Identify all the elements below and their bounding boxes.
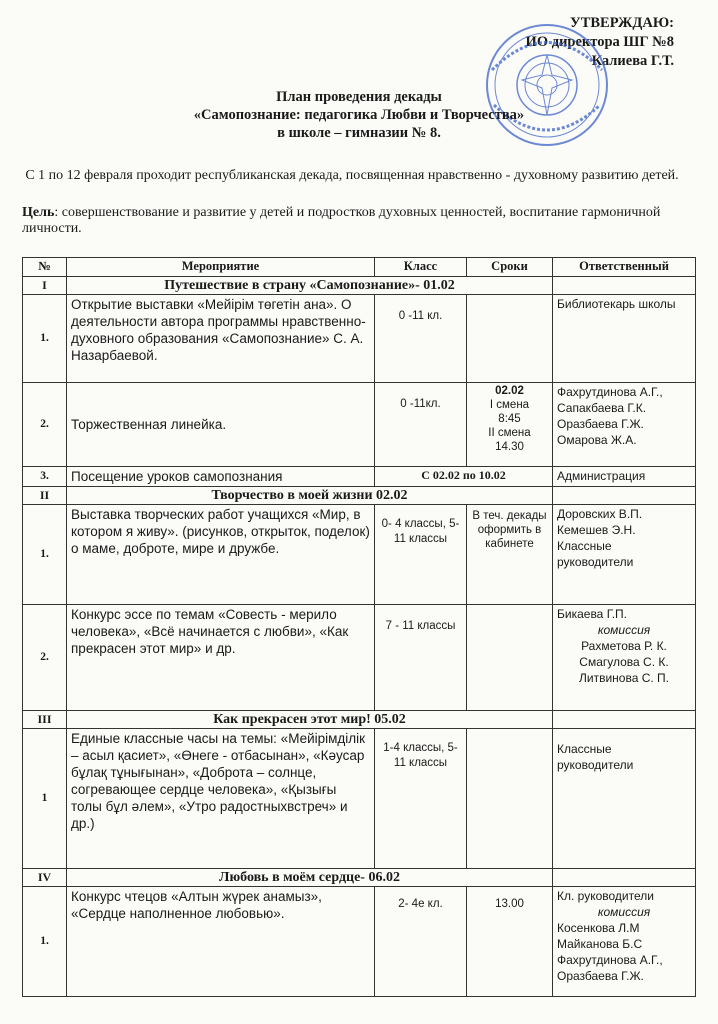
responsible-name: Фахрутдинова А.Г., [557, 385, 663, 399]
commission-member: Фахрутдинова А.Г., [557, 953, 663, 967]
commission-member: Косенкова Л.М [557, 921, 640, 935]
event-cell: Конкурс чтецов «Алтын жүрек анамыз», «Сердце наполненное любовью». [67, 887, 375, 997]
title-line-2: «Самопознание: педагогика Любви и Творчества» [193, 107, 525, 123]
responsible-cell [553, 295, 696, 383]
responsible-cell [553, 605, 696, 711]
section-row [23, 277, 696, 295]
date-value: 02.02 [495, 385, 524, 397]
responsible-name: Омарова Ж.А. [557, 433, 637, 447]
event-cell: Выставка творческих работ учащихся «Мир, в котором я живу». (рисунков, открыток, поделок) о маме, доброте, мире и дружбе. [67, 505, 375, 605]
date-cell: В теч. декады оформить в кабинете [467, 505, 553, 605]
event-cell: Посещение уроков самопознания [67, 467, 375, 487]
responsible-name: Доровских В.П. [557, 507, 643, 521]
date-cell [467, 383, 553, 467]
header-num: № [23, 258, 67, 277]
responsible-name: Бикаева Г.П. [557, 607, 628, 621]
approval-position: ИО директора ШГ №8 [525, 34, 674, 50]
responsible-cell [553, 887, 696, 997]
responsible-cell [553, 729, 696, 869]
title-line-3: в школе – гимназии № 8. [277, 125, 441, 141]
approval-heading: УТВЕРЖДАЮ: [570, 15, 674, 31]
row-number: 2. [23, 383, 67, 467]
commission-label: комиссия [597, 623, 651, 637]
responsible-name: Классные руководители [557, 742, 634, 772]
date-cell: 13.00 [467, 887, 553, 997]
goal-text: : совершенствование и развитие у детей и подростков духовных ценностей, воспитание гармоничной личности. [22, 205, 661, 236]
table-row [23, 383, 696, 467]
commission-member: Майканова Б.С [557, 937, 643, 951]
event-cell: Торжественная линейка. [67, 383, 375, 467]
header-dates: Сроки [467, 258, 553, 277]
section-number: IV [23, 869, 67, 887]
intro-paragraph: С 1 по 12 февраля проходит республиканская декада, посвященная нравственно - духовному развитию детей. [25, 168, 679, 183]
title-line-1: План проведения декады [276, 89, 442, 105]
goal-label: Цель [22, 205, 55, 220]
class-cell: 7 - 11 классы [375, 605, 467, 711]
row-number: 3. [23, 467, 67, 487]
shift-time: 8:45 [498, 413, 521, 425]
empty-cell [553, 487, 696, 505]
class-cell: 1-4 классы, 5-11 классы [375, 729, 467, 869]
responsible-name: Библиотекарь школы [557, 297, 676, 311]
responsible-cell [553, 467, 696, 487]
schedule-table [22, 257, 696, 997]
class-cell: 0 -11 кл. [375, 295, 467, 383]
section-number: II [23, 487, 67, 505]
event-cell: Конкурс эссе по темам «Совесть - мерило человека», «Всё начинается с любви», «Как прекрасен этот мир» и др. [67, 605, 375, 711]
row-number: 1. [23, 505, 67, 605]
section-number: III [23, 711, 67, 729]
responsible-name: Администрация [557, 469, 646, 483]
merged-date-cell: С 02.02 по 10.02 [375, 467, 553, 487]
row-number: 1. [23, 295, 67, 383]
empty-cell [553, 711, 696, 729]
header-responsible: Ответственный [553, 258, 696, 277]
table-row [23, 605, 696, 711]
table-header-row [23, 258, 696, 277]
section-title: Творчество в моей жизни 02.02 [67, 487, 553, 505]
responsible-name: Оразбаева Г.Ж. [557, 417, 644, 431]
event-cell: Открытие выставки «Мейірім төгетін ана». О деятельности автора программы нравственно-духовного образования «Самопознание» С. А. Назарбаевой. [67, 295, 375, 383]
empty-cell [553, 869, 696, 887]
row-number: 2. [23, 605, 67, 711]
date-cell [467, 729, 553, 869]
class-cell: 0 -11кл. [375, 383, 467, 467]
event-cell: Единые классные часы на темы: «Мейірімділік – асыл қасиет», «Өнеге - отбасынан», «Кәусар бұлақ тұнығынан», «Доброта – солнце, согревающее сердце человека», «Қызығы толы бұл әлем», «Утро радостныхвстреч» и др.) [67, 729, 375, 869]
responsible-name: Классные руководители [557, 539, 634, 569]
table-row [23, 505, 696, 605]
commission-member: Смагулова С. К. [579, 655, 669, 669]
approval-signatory: Калиева Г.Т. [591, 53, 674, 69]
header-class: Класс [375, 258, 467, 277]
responsible-cell [553, 383, 696, 467]
commission-label: комиссия [597, 905, 651, 919]
section-title: Путешествие в страну «Самопознание»- 01.02 [67, 277, 553, 295]
commission-member: Рахметова Р. К. [581, 639, 667, 653]
section-row [23, 711, 696, 729]
class-cell: 0- 4 классы, 5-11 классы [375, 505, 467, 605]
section-title: Как прекрасен этот мир! 05.02 [67, 711, 553, 729]
shift-label: II смена [488, 427, 531, 439]
commission-member: Литвинова С. П. [579, 671, 669, 685]
goal-paragraph [22, 205, 687, 237]
table-row [23, 295, 696, 383]
empty-cell [553, 277, 696, 295]
table-row [23, 887, 696, 997]
document-title [0, 88, 718, 142]
header-event: Мероприятие [67, 258, 375, 277]
responsible-name: Сапакбаева Г.К. [557, 401, 647, 415]
table-row [23, 467, 696, 487]
date-cell [467, 605, 553, 711]
responsible-name: Кемешев Э.Н. [557, 523, 636, 537]
commission-member: Оразбаева Г.Ж. [557, 969, 644, 983]
shift-label: I смена [489, 399, 530, 411]
row-number: 1 [23, 729, 67, 869]
section-row [23, 487, 696, 505]
section-title: Любовь в моём сердце- 06.02 [67, 869, 553, 887]
shift-time: 14.30 [495, 441, 524, 453]
responsible-name: Кл. руководители [557, 889, 654, 903]
date-cell [467, 295, 553, 383]
section-number: I [23, 277, 67, 295]
row-number: 1. [23, 887, 67, 997]
table-row [23, 729, 696, 869]
responsible-cell [553, 505, 696, 605]
class-cell: 2- 4е кл. [375, 887, 467, 997]
section-row [23, 869, 696, 887]
